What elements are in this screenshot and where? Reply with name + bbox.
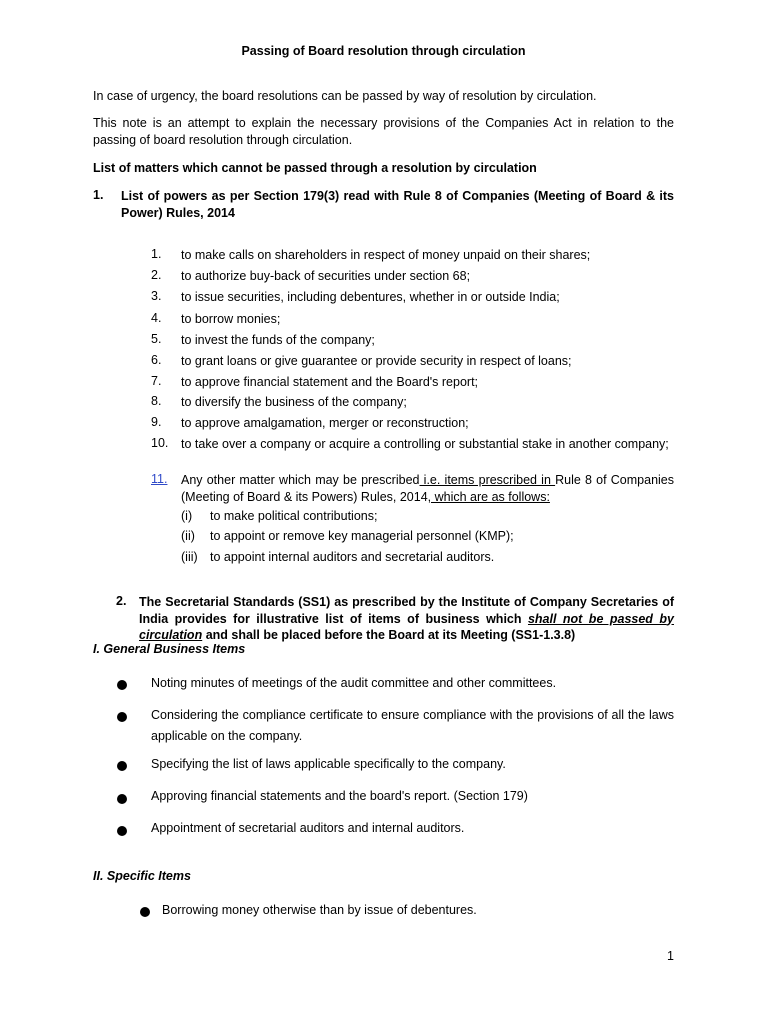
bullet-icon: [117, 680, 127, 690]
power-item: to invest the funds of the company;: [181, 333, 375, 347]
power-item: to issue securities, including debentures, whether in or outside India;: [181, 290, 560, 304]
rule8-item: to appoint internal auditors and secretarial auditors.: [210, 550, 495, 564]
power-number: 4.: [151, 311, 162, 325]
power-number-link[interactable]: 11.: [151, 472, 168, 486]
section-1-text: List of powers as per Section 179(3) read with Rule 8 of Companies (Meeting of Board & its Power) Rules, 2014: [121, 189, 674, 220]
bullet-icon: [117, 712, 127, 722]
item11-part4: , which are as follows:: [427, 489, 550, 504]
bullet-icon: [140, 907, 150, 917]
power-number: 1.: [151, 247, 162, 261]
power-number: 10.: [151, 436, 169, 450]
intro-paragraph-2: This note is an attempt to explain the necessary provisions of the Companies Act in relation to the passing of board resolution through circulation.: [93, 116, 674, 147]
power-item: to take over a company or acquire a controlling or substantial stake in another company;: [181, 437, 669, 451]
power-item: to make calls on shareholders in respect of money unpaid on their shares;: [181, 248, 591, 262]
general-item: Approving financial statements and the board's report. (Section 179): [151, 789, 528, 803]
specific-item: Borrowing money otherwise than by issue of debentures.: [162, 903, 477, 917]
rule8-item: to make political contributions;: [210, 509, 378, 523]
power-number: 8.: [151, 394, 162, 408]
section-2-text: [139, 594, 674, 644]
power-number: 2.: [151, 268, 162, 282]
power-number: 5.: [151, 332, 162, 346]
power-number: 9.: [151, 415, 162, 429]
general-item: Noting minutes of meetings of the audit committee and other committees.: [151, 676, 557, 690]
section2-part3: and shall be placed before the Board at its Meeting (SS1-1.3.8): [202, 628, 576, 642]
power-item: to authorize buy-back of securities under section 68;: [181, 269, 471, 283]
page-number: 1: [667, 949, 674, 963]
power-item: to approve amalgamation, merger or reconstruction;: [181, 416, 469, 430]
power-number: 6.: [151, 353, 162, 367]
bullet-icon: [117, 826, 127, 836]
bullet-icon: [117, 794, 127, 804]
document-title: Passing of Board resolution through circulation: [241, 44, 526, 58]
general-item: Considering the compliance certificate to ensure compliance with the provisions of all the laws applicable on the company.: [151, 708, 674, 743]
rule8-number: (iii): [181, 550, 198, 564]
specific-items-heading: II. Specific Items: [93, 869, 191, 883]
power-number: 7.: [151, 374, 162, 388]
item11-part1: Any other matter which may be prescribed: [181, 473, 420, 487]
general-item: Specifying the list of laws applicable specifically to the company.: [151, 757, 506, 771]
rule8-number: (i): [181, 509, 193, 523]
power-item: to borrow monies;: [181, 312, 281, 326]
item11-part2: i.e. items prescribed in: [419, 473, 556, 487]
section2-part2: shall not be passed by circulation: [139, 611, 674, 642]
section-2-number: 2.: [116, 594, 127, 608]
section2-part1: The Secretarial Standards (SS1) as prescribed by the Institute of Company Secretaries of India provides for illustrative list of items of business which: [139, 595, 674, 626]
item11-part3: Rule 8 of Companies (Meeting of Board & its Powers) Rules, 2014: [181, 473, 675, 504]
general-item: Appointment of secretarial auditors and internal auditors.: [151, 821, 465, 835]
power-item-11: [181, 472, 674, 505]
power-item: to approve financial statement and the Board's report;: [181, 375, 479, 389]
power-item: to grant loans or give guarantee or provide security in respect of loans;: [181, 354, 572, 368]
section-1-number: 1.: [93, 188, 104, 202]
rule8-item: to appoint or remove key managerial personnel (KMP);: [210, 529, 514, 543]
list-heading: List of matters which cannot be passed through a resolution by circulation: [93, 161, 537, 175]
bullet-icon: [117, 761, 127, 771]
general-items-heading: I. General Business Items: [93, 642, 246, 656]
intro-paragraph-1: In case of urgency, the board resolutions can be passed by way of resolution by circulation.: [93, 89, 597, 103]
rule8-number: (ii): [181, 529, 195, 543]
power-number: 3.: [151, 289, 162, 303]
power-item: to diversify the business of the company;: [181, 395, 407, 409]
